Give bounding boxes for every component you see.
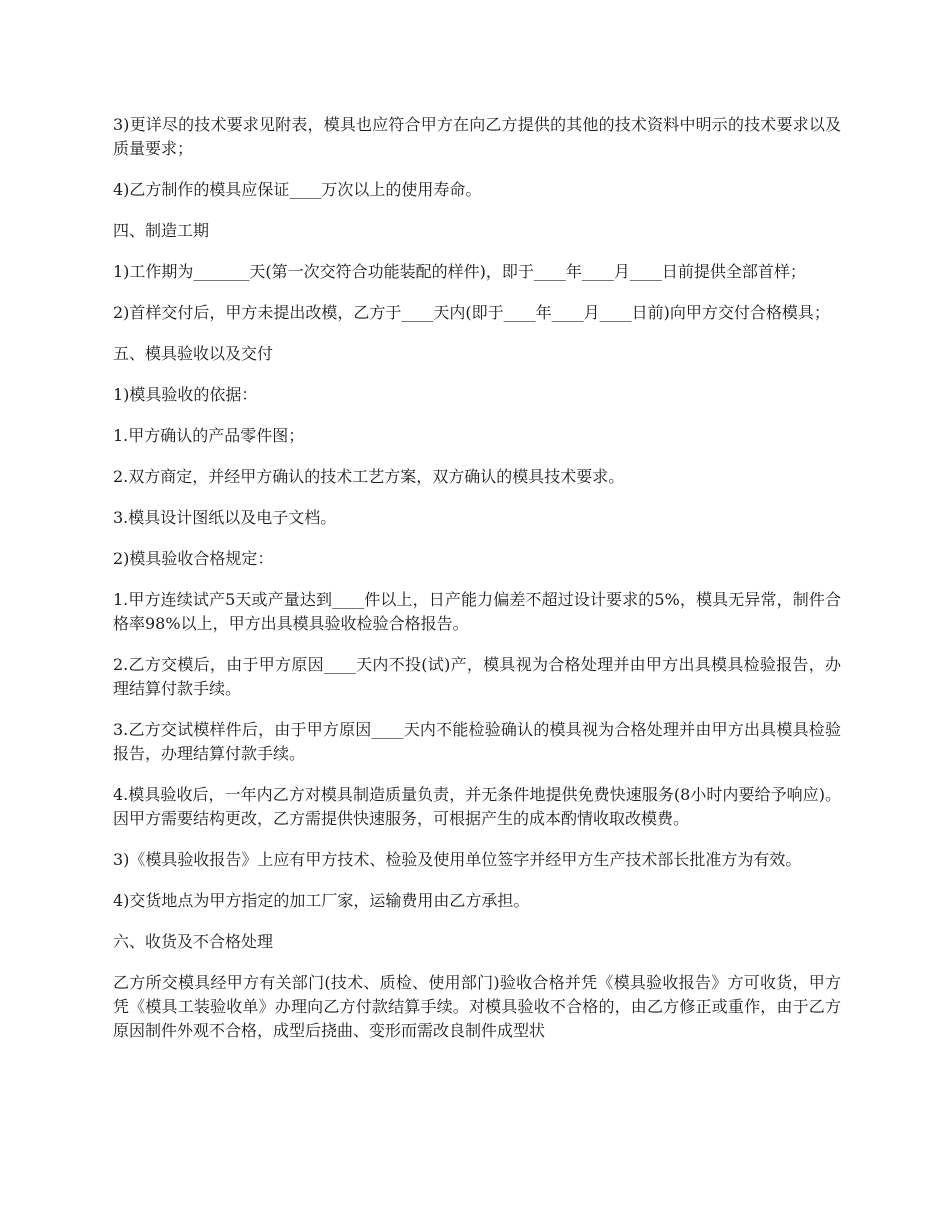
paragraph-acceptance-report: 3)《模具验收报告》上应有甲方技术、检验及使用单位签字并经甲方生产技术部长批准方为有效。 (113, 850, 802, 869)
section-heading-receiving: 六、收货及不合格处理 (113, 932, 274, 951)
section-heading-acceptance: 五、模具验收以及交付 (113, 344, 274, 363)
paragraph-acceptance-rules: 2)模具验收合格规定： (113, 549, 274, 568)
paragraph-mold-lifetime: 4)乙方制作的模具应保证____万次以上的使用寿命。 (113, 180, 482, 199)
list-item-warranty: 4.模具验收后，一年内乙方对模具制造质量负责，并无条件地提供免费快速服务(8小时内要给予响应)。因甲方需要结构更改，乙方需提供快速服务，可根据产生的成本酌情收取改模费。 (113, 785, 841, 828)
list-item-delivery-no-production: 2.乙方交模后，由于甲方原因____天内不投(试)产，模具视为合格处理并由甲方出具模具检验报告，办理结算付款手续。 (113, 655, 841, 698)
paragraph-delivery-location: 4)交货地点为甲方指定的加工厂家，运输费用由乙方承担。 (113, 891, 530, 910)
paragraph-acceptance-basis: 1)模具验收的依据： (113, 385, 258, 404)
section-heading-schedule: 四、制造工期 (113, 221, 210, 240)
paragraph-tech-requirements: 3)更详尽的技术要求见附表，模具也应符合甲方在向乙方提供的其他的技术资料中明示的技术要求以及质量要求； (113, 115, 841, 158)
document-page (113, 113, 841, 1060)
list-item-sample-no-inspection: 3.乙方交试模样件后，由于甲方原因____天内不能检验确认的模具视为合格处理并由甲方出具模具检验报告，办理结算付款手续。 (113, 720, 841, 763)
list-item-trial-production: 1.甲方连续试产5天或产量达到____件以上，日产能力偏差不超过设计要求的5%，模具无异常，制件合格率98%以上，甲方出具模具验收检验合格报告。 (113, 590, 841, 633)
list-item-process-plan: 2.双方商定，并经甲方确认的技术工艺方案，双方确认的模具技术要求。 (113, 467, 625, 486)
list-item-design-drawings: 3.模具设计图纸以及电子文档。 (113, 508, 337, 527)
paragraph-first-sample-delivery: 2)首样交付后，甲方未提出改模，乙方于____天内(即于____年____月____日前)向甲方交付合格模具； (113, 303, 830, 322)
paragraph-receiving-details: 乙方所交模具经甲方有关部门(技术、质检、使用部门)验收合格并凭《模具验收报告》方可收货，甲方凭《模具工装验收单》办理向乙方付款结算手续。对模具验收不合格的，由乙方修正或重作，由于乙方原因制件外观不合格，成型后挠曲、变形而需改良制件成型状 (113, 973, 841, 1040)
list-item-part-drawing: 1.甲方确认的产品零件图； (113, 426, 305, 445)
paragraph-work-period: 1)工作期为_______天(第一次交符合功能装配的样件)，即于____年____月____日前提供全部首样； (113, 262, 806, 281)
